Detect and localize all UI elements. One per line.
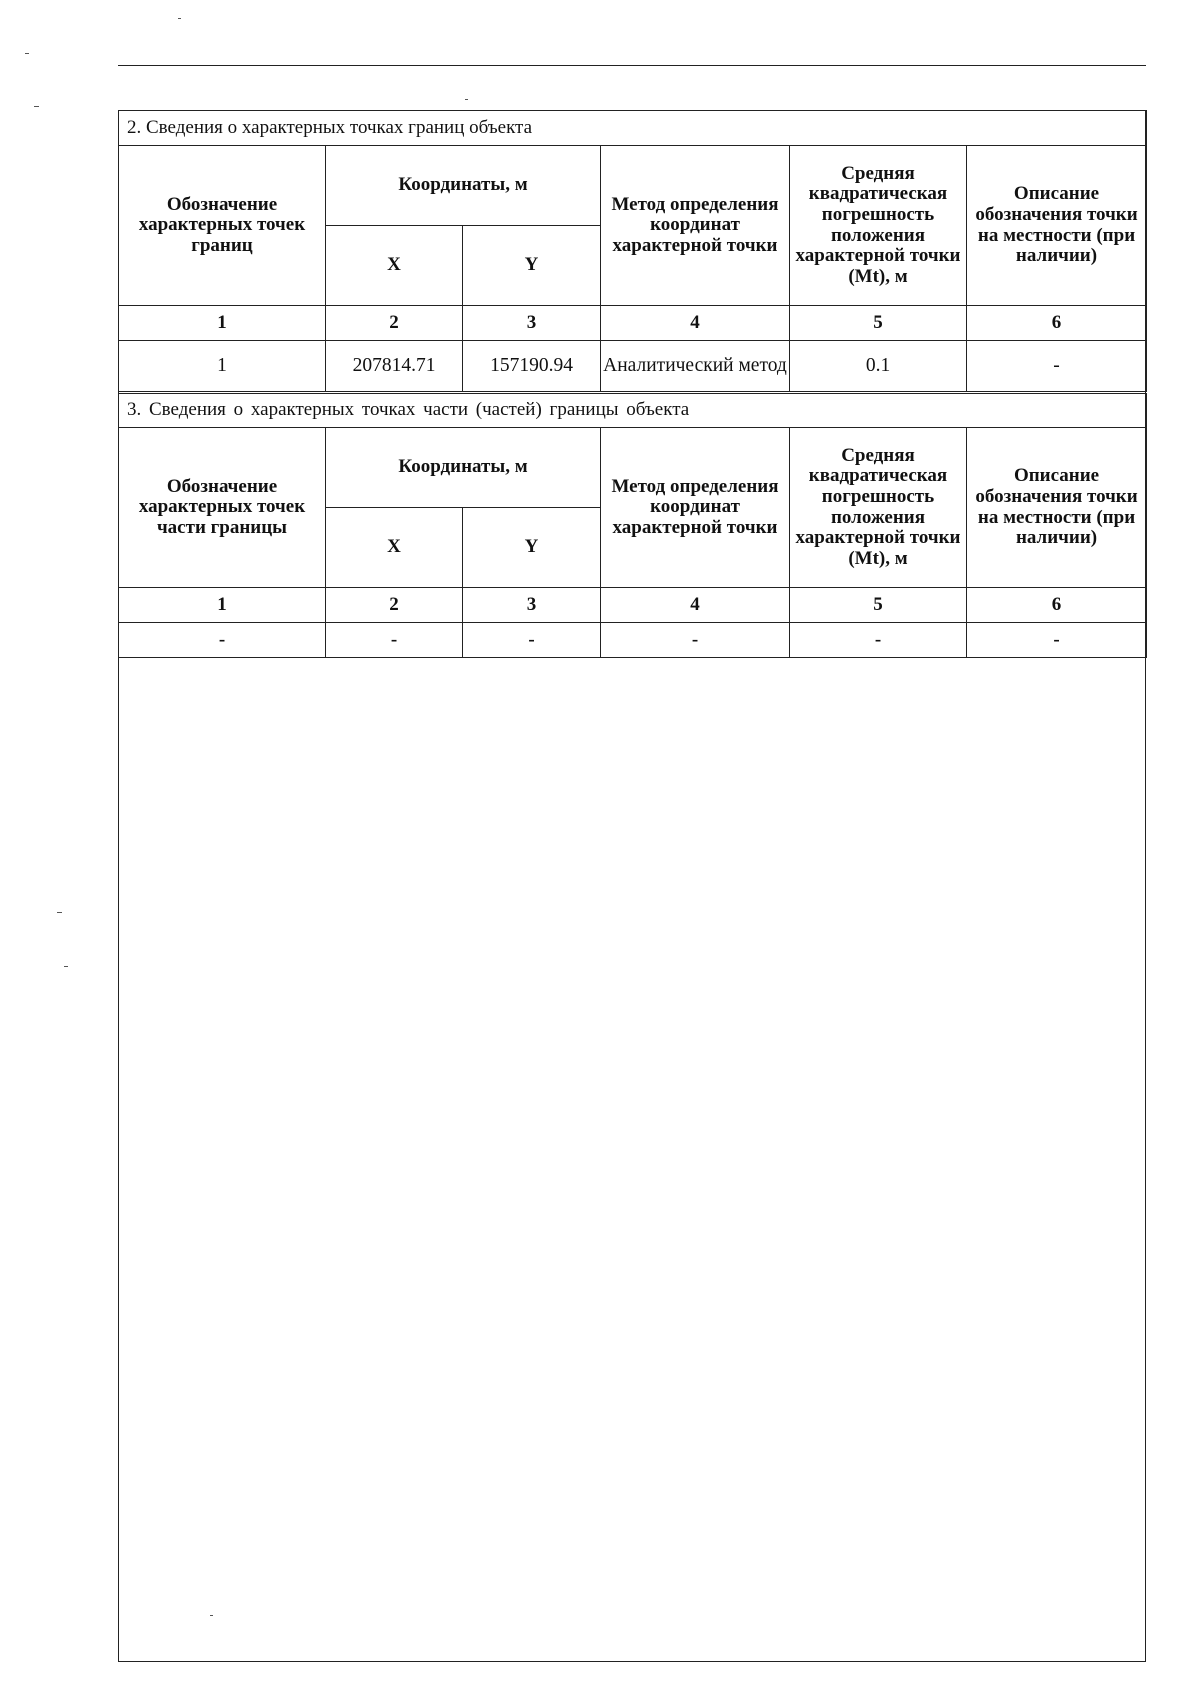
header-x: X — [326, 226, 463, 306]
cell-method: Аналитический метод — [601, 341, 790, 392]
section2-column-numbers-row — [119, 306, 1147, 341]
table-row — [119, 341, 1147, 392]
section2-title: 2. Сведения о характерных точках границ объекта — [119, 111, 1147, 146]
header-coordinates: Координаты, м — [326, 428, 601, 508]
column-number: 3 — [463, 588, 601, 623]
scan-speck — [465, 99, 468, 100]
scan-speck — [64, 966, 68, 967]
column-number: 2 — [326, 588, 463, 623]
column-number: 5 — [790, 588, 967, 623]
cell-x: - — [326, 623, 463, 658]
header-x: X — [326, 508, 463, 588]
scan-speck — [57, 912, 62, 913]
scan-speck — [178, 18, 181, 19]
header-method: Метод определения координат характерной точки — [601, 146, 790, 306]
cell-description: - — [967, 341, 1147, 392]
column-number: 4 — [601, 306, 790, 341]
cell-method: - — [601, 623, 790, 658]
cell-point: 1 — [119, 341, 326, 392]
column-number: 2 — [326, 306, 463, 341]
cell-error: - — [790, 623, 967, 658]
column-number: 1 — [119, 306, 326, 341]
section2-table — [118, 110, 1147, 392]
cell-y: - — [463, 623, 601, 658]
section3-column-numbers-row — [119, 588, 1147, 623]
column-number: 1 — [119, 588, 326, 623]
header-method: Метод определения координат характерной точки — [601, 428, 790, 588]
column-number: 6 — [967, 588, 1147, 623]
cell-point: - — [119, 623, 326, 658]
section3-title: 3. Сведения о характерных точках части (частей) границы объекта — [119, 394, 1147, 428]
column-number: 3 — [463, 306, 601, 341]
column-number: 6 — [967, 306, 1147, 341]
column-number: 5 — [790, 306, 967, 341]
section3-header-row — [119, 428, 1147, 508]
header-y: Y — [463, 508, 601, 588]
section3-table — [118, 393, 1147, 658]
header-y: Y — [463, 226, 601, 306]
header-point-designation: Обозначение характерных точек границ — [119, 146, 326, 306]
table-row — [119, 623, 1147, 658]
header-description: Описание обозначения точки на местности (при наличии) — [967, 428, 1147, 588]
page-top-rule — [118, 65, 1146, 66]
scan-speck — [25, 53, 29, 54]
column-number: 4 — [601, 588, 790, 623]
header-description: Описание обозначения точки на местности (при наличии) — [967, 146, 1147, 306]
cell-error: 0.1 — [790, 341, 967, 392]
section2-header-row — [119, 146, 1147, 226]
scan-speck — [210, 1615, 213, 1616]
section2-title-row — [119, 111, 1147, 146]
cell-y: 157190.94 — [463, 341, 601, 392]
cell-x: 207814.71 — [326, 341, 463, 392]
cell-description: - — [967, 623, 1147, 658]
header-error: Средняя квадратическая погрешность положения характерной точки (Mt), м — [790, 428, 967, 588]
header-point-designation: Обозначение характерных точек части границы — [119, 428, 326, 588]
scan-speck — [34, 106, 39, 107]
header-coordinates: Координаты, м — [326, 146, 601, 226]
header-error: Средняя квадратическая погрешность положения характерной точки (Mt), м — [790, 146, 967, 306]
section3-title-row — [119, 394, 1147, 428]
